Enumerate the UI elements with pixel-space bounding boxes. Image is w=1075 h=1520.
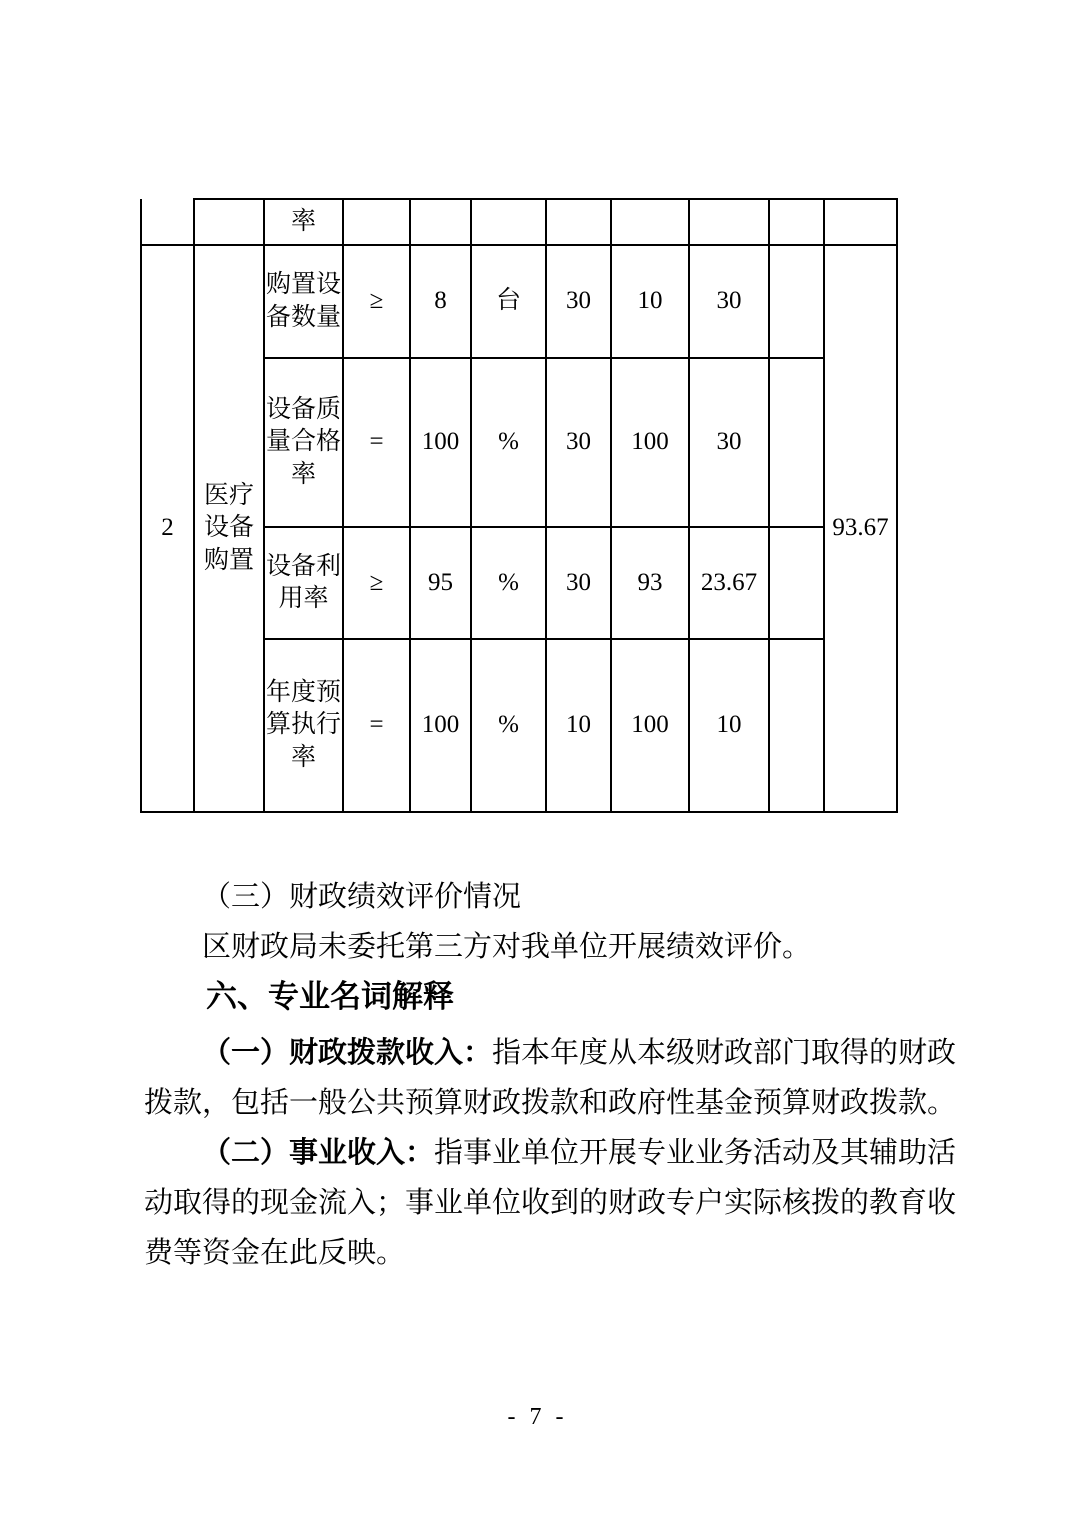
body-text: [144, 872, 966, 1278]
seq-cell: [141, 199, 194, 245]
operator-cell: [343, 199, 410, 245]
table-row-indicator: [141, 245, 897, 358]
extra-cell: [769, 527, 824, 639]
unit-cell: %: [471, 358, 546, 527]
weight-cell: 10: [546, 639, 611, 812]
term-definition: 指事业单位开展专业业务活动及其辅助活动取得的现金流入；事业单位收到的财政专户实际核拨的教育收费等资金在此反映。: [144, 1137, 957, 1269]
weight-cell: [546, 199, 611, 245]
indicator-cell: 年度预算执行率: [264, 639, 343, 812]
operator-cell: =: [343, 639, 410, 812]
group-name-cell: [194, 199, 264, 245]
indicator-cell: 购置设备数量: [264, 245, 343, 358]
target-cell: 100: [410, 639, 471, 812]
unit-cell: %: [471, 527, 546, 639]
operator-cell: =: [343, 358, 410, 527]
weight-cell: 30: [546, 527, 611, 639]
target-cell: 100: [410, 358, 471, 527]
actual-cell: 100: [611, 358, 689, 527]
score-cell: [689, 199, 769, 245]
fiscal-eval-paragraph: 区财政局未委托第三方对我单位开展绩效评价。: [202, 931, 812, 963]
total-score-cell: [824, 199, 897, 245]
actual-cell: 10: [611, 245, 689, 358]
unit-cell: %: [471, 639, 546, 812]
weight-cell: 30: [546, 245, 611, 358]
term-definition: 指本年度从本级财政部门取得的财政拨款，包括一般公共预算财政拨款和政府性基金预算财政拨款。: [144, 1037, 957, 1119]
indicator-cell: 率: [264, 199, 343, 245]
total-score-cell: 93.67: [824, 245, 897, 812]
unit-cell: [471, 199, 546, 245]
performance-indicator-table: [140, 198, 898, 813]
target-cell: [410, 199, 471, 245]
score-cell: 30: [689, 358, 769, 527]
section-heading-fiscal-eval: （三）财政绩效评价情况: [202, 881, 522, 913]
unit-cell: 台: [471, 245, 546, 358]
operator-cell: ≥: [343, 527, 410, 639]
weight-cell: 30: [546, 358, 611, 527]
seq-cell: 2: [141, 245, 194, 812]
score-cell: 10: [689, 639, 769, 812]
actual-cell: 93: [611, 527, 689, 639]
actual-cell: 100: [611, 639, 689, 812]
extra-cell: [769, 639, 824, 812]
extra-cell: [769, 358, 824, 527]
extra-cell: [769, 245, 824, 358]
score-cell: 23.67: [689, 527, 769, 639]
table-row-carryover: [141, 199, 897, 245]
term-label: （二）事业收入：: [202, 1137, 435, 1169]
page-number: - 7 -: [507, 1404, 568, 1430]
indicator-cell: 设备利用率: [264, 527, 343, 639]
section-heading-terms: 六、专业名词解释: [206, 979, 454, 1014]
group-name-cell: 医疗设备购置: [194, 245, 264, 812]
score-cell: 30: [689, 245, 769, 358]
target-cell: 95: [410, 527, 471, 639]
operator-cell: ≥: [343, 245, 410, 358]
indicator-cell: 设备质量合格率: [264, 358, 343, 527]
term-paragraph-fiscal-appropriation: [144, 1028, 966, 1128]
term-label: （一）财政拨款收入：: [202, 1037, 493, 1069]
actual-cell: [611, 199, 689, 245]
extra-cell: [769, 199, 824, 245]
target-cell: 8: [410, 245, 471, 358]
term-paragraph-operating-income: [144, 1128, 966, 1278]
